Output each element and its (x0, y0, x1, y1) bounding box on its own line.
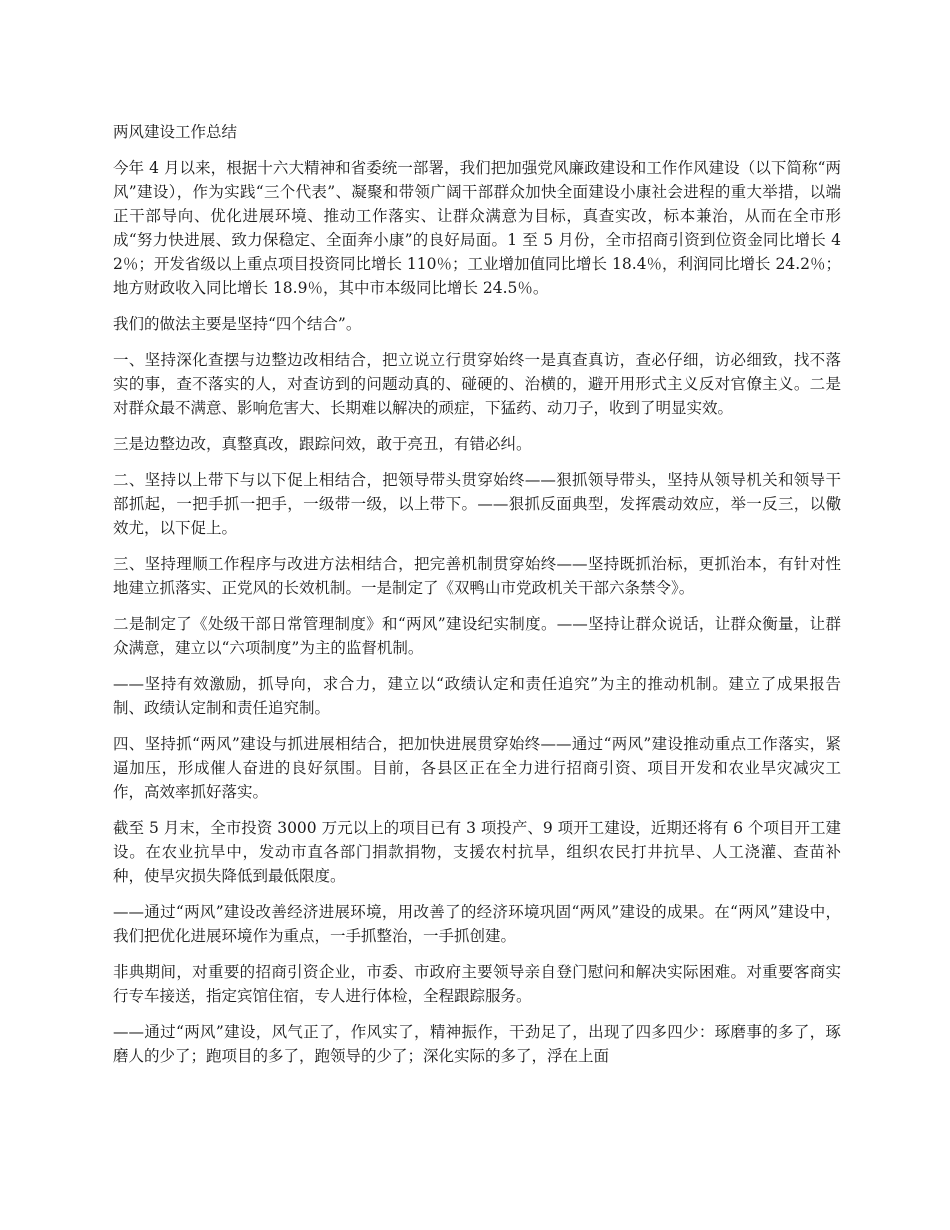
paragraph-results: ——通过“两风”建设，风气正了，作风实了，精神振作，干劲足了，出现了四多四少：琢磨事的多了，琢磨人的少了；跑项目的多了，跑领导的少了；深化实际的多了，浮在上面 (113, 1023, 841, 1065)
paragraph-environment: ——通过“两风”建设改善经济进展环境，用改善了的经济环境巩固“两风”建设的成果。在“两风”建设中，我们把优化进展环境作为重点，一手抓整治，一手抓创建。 (113, 903, 841, 945)
paragraph-point-two: 二、坚持以上带下与以下促上相结合，把领导带头贯穿始终——狠抓领导带头，坚持从领导机关和领导干部抓起，一把手抓一把手，一级带一级，以上带下。——狠抓反面典型，发挥震动效应，举一反三，以儆效尤，以下促上。 (113, 471, 841, 537)
paragraph-point-one-third: 三是边整边改，真整真改，跟踪问效，敢于亮丑，有错必纠。 (113, 435, 532, 453)
paragraph-four-combinations: 我们的做法主要是坚持“四个结合”。 (113, 315, 362, 333)
document-title: 两风建设工作总结 (113, 123, 238, 141)
document-page (113, 120, 841, 1080)
paragraph-point-three: 三、坚持理顺工作程序与改进方法相结合，把完善机制贯穿始终——坚持既抓治标，更抓治本，有针对性地建立抓落实、正党风的长效机制。一是制定了《双鸭山市党政机关干部六条禁令》。 (113, 555, 841, 597)
paragraph-projects: 截至 5 月末，全市投资 3000 万元以上的项目已有 3 项投产、9 项开工建设，近期还将有 6 个项目开工建设。在农业抗旱中，发动市直各部门捐款捐物，支援农村抗旱，组织农民打井抗旱、人工浇灌、查苗补种，使旱灾损失降低到最低限度。 (113, 819, 841, 885)
paragraph-point-four: 四、坚持抓“两风”建设与抓进展相结合，把加快进展贯穿始终——通过“两风”建设推动重点工作落实，紧逼加压，形成催人奋进的良好氛围。目前，各县区正在全力进行招商引资、项目开发和农业旱灾减灾工作，高效率抓好落实。 (113, 735, 841, 801)
paragraph-point-three-second: 二是制定了《处级干部日常管理制度》和“两风”建设纪实制度。——坚持让群众说话，让群众衡量，让群众满意，建立以“六项制度”为主的监督机制。 (113, 615, 841, 657)
paragraph-sars-period: 非典期间，对重要的招商引资企业，市委、市政府主要领导亲自登门慰问和解决实际困难。对重要客商实行专车接送，指定宾馆住宿，专人进行体检，全程跟踪服务。 (113, 963, 841, 1005)
paragraph-point-three-incentive: ——坚持有效激励，抓导向，求合力，建立以“政绩认定和责任追究”为主的推动机制。建立了成果报告制、政绩认定制和责任追究制。 (113, 675, 841, 717)
paragraph-point-one: 一、坚持深化查摆与边整边改相结合，把立说立行贯穿始终一是真查真访，查必仔细，访必细致，找不落实的事，查不落实的人，对查访到的问题动真的、碰硬的、治横的，避开用形式主义反对官僚主义。二是对群众最不满意、影响危害大、长期难以解决的顽症，下猛药、动刀子，收到了明显实效。 (113, 351, 841, 417)
paragraph-intro: 今年 4 月以来，根据十六大精神和省委统一部署，我们把加强党风廉政建设和工作作风建设（以下简称“两风”建设），作为实践“三个代表”、凝聚和带领广阔干部群众加快全面建设小康社会进程的重大举措，以端正干部导向、优化进展环境、推动工作落实、让群众满意为目标，真查实改，标本兼治，从而在全市形成“努力快进展、致力保稳定、全面奔小康”的良好局面。1 至 5 月份，全市招商引资到位资金同比增长 42％；开发省级以上重点项目投资同比增长 110％；工业增加值同比增长 18.4％，利润同比增长 24.2％；地方财政收入同比增长 18.9％，其中市本级同比增长 24.5％。 (113, 159, 841, 297)
